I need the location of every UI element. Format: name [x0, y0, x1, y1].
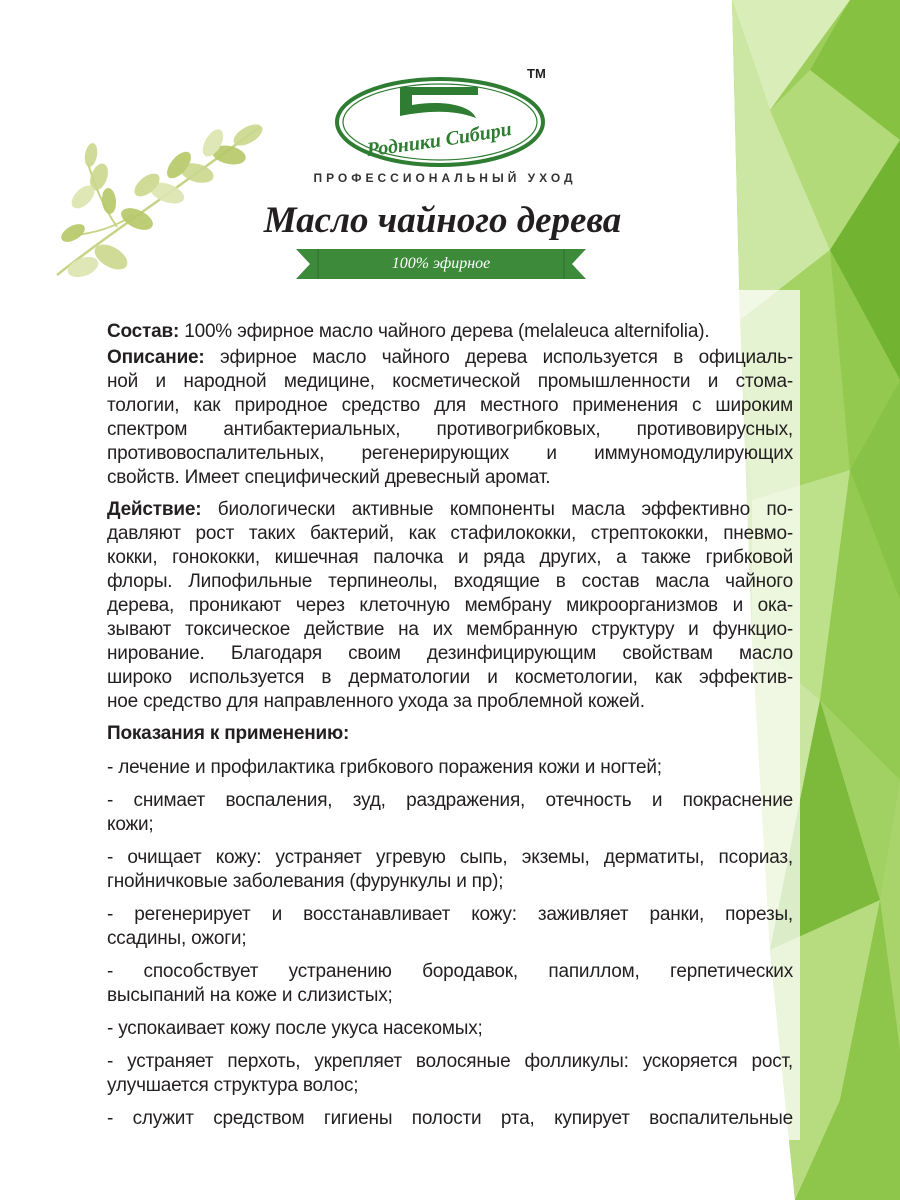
action-line: давляют рост таких бактерий, как стафилококки, стрептококки, пневмо-	[107, 523, 793, 544]
indications-list	[107, 756, 793, 1131]
brand-name: Родники Сибири	[365, 118, 514, 162]
indication-line: - служит средством гигиены полости рта, купирует воспалительные	[107, 1108, 793, 1129]
composition-text: 100% эфирное масло чайного дерева (melaleuca alternifolia).	[179, 321, 710, 342]
indication-line: высыпаний на коже и слизистых;	[107, 985, 393, 1006]
composition-paragraph	[107, 320, 793, 344]
action-line: дерева, проникают через клеточную мембрану микроорганизмов и ока-	[107, 595, 793, 616]
product-title: Масло чайного дерева	[263, 200, 622, 241]
description-line: тологии, как природное средство для местного применения с широким	[107, 395, 793, 416]
indication-line: - очищает кожу: устраняет угревую сыпь, экземы, дерматиты, псориаз,	[107, 847, 793, 868]
indication-item	[107, 756, 793, 780]
indication-item	[107, 1107, 793, 1131]
action-paragraph	[107, 498, 793, 714]
action-line: нирование. Благодаря своим дезинфицирующим свойствам масло	[107, 643, 793, 664]
description-text: эфирное масло чайного дерева используется в официаль-	[204, 347, 793, 368]
brand-logo	[330, 60, 550, 180]
action-line: флоры. Липофильные терпинеолы, входящие в состав масла чайного	[107, 571, 793, 592]
action-line: кокки, гонококки, кишечная палочка и ряда других, а также грибковой	[107, 547, 793, 568]
indication-line: улучшается структура волос;	[107, 1075, 359, 1096]
indication-line: - лечение и профилактика грибкового поражения кожи и ногтей;	[107, 757, 662, 778]
indication-line: кожи;	[107, 814, 154, 835]
tagline: ПРОФЕССИОНАЛЬНЫЙ УХОД	[313, 171, 577, 185]
ribbon-text: 100% эфирное	[391, 255, 491, 272]
action-line	[107, 498, 793, 522]
description-paragraph	[107, 346, 793, 490]
description-line: противовоспалительных, регенерирующих и иммуномодулирующих	[107, 443, 793, 464]
indication-item	[107, 846, 793, 894]
description-line	[107, 346, 793, 370]
indication-line: ссадины, ожоги;	[107, 928, 247, 949]
indication-item	[107, 960, 793, 1008]
indication-line: - успокаивает кожу после укуса насекомых;	[107, 1018, 483, 1039]
composition-line	[107, 320, 793, 344]
description-label: Описание:	[107, 347, 205, 368]
action-text: биологически активные компоненты масла эффективно по-	[201, 499, 793, 520]
description-line: спектром антибактериальных, противогрибковых, противовирусных,	[107, 419, 793, 440]
description-line: свойств. Имеет специфический древесный аромат.	[107, 467, 551, 488]
trademark: TM	[527, 66, 546, 81]
indication-item	[107, 789, 793, 837]
indication-line: - регенерирует и восстанавливает кожу: заживляет ранки, порезы,	[107, 904, 793, 925]
indication-item	[107, 1050, 793, 1098]
action-label: Действие:	[107, 499, 202, 520]
action-line: ное средство для направленного ухода за проблемной кожей.	[107, 691, 645, 712]
composition-label: Состав:	[107, 321, 180, 342]
action-line: широко используется в дерматологии и косметологии, как эффектив-	[107, 667, 793, 688]
action-line: зывают токсическое действие на их мембранную структуру и функцио-	[107, 619, 793, 640]
indication-line: - снимает воспаления, зуд, раздражения, отечность и покраснение	[107, 790, 793, 811]
indication-line: - устраняет перхоть, укрепляет волосяные фолликулы: ускоряется рост,	[107, 1051, 793, 1072]
indications-heading: Показания к применению:	[107, 723, 350, 744]
indication-item	[107, 903, 793, 951]
indication-line: - способствует устранению бородавок, папиллом, герпетических	[107, 961, 793, 982]
indication-line: гнойничковые заболевания (фурункулы и пр);	[107, 871, 504, 892]
description-line: ной и народной медицине, косметической промышленности и стома-	[107, 371, 793, 392]
body-text	[107, 320, 793, 1140]
indication-item	[107, 1017, 793, 1041]
